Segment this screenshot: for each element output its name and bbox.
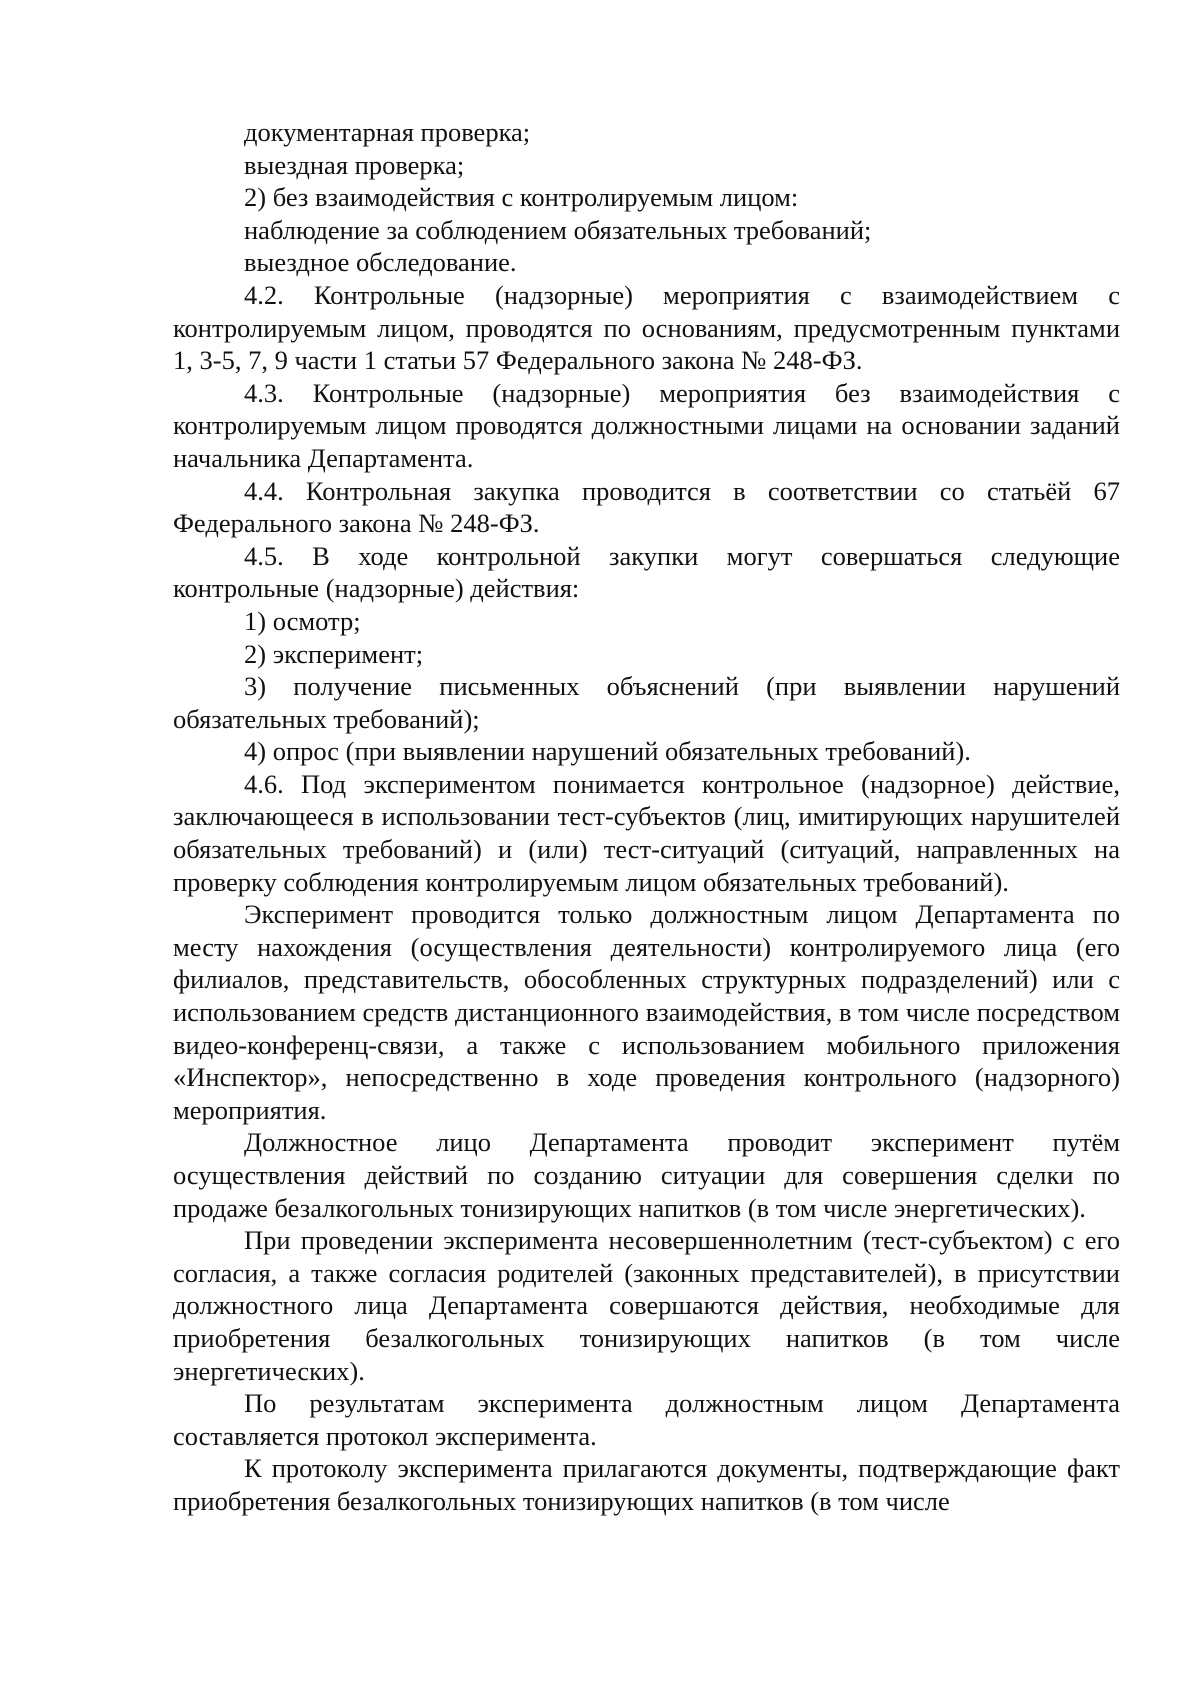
document-text <box>173 116 1120 1518</box>
paragraph-4-3: 4.3. Контрольные (надзорные) мероприятия без взаимодействия с контролируемым лицом проводятся должностными лицами на основании заданий начальника Департамента. <box>173 377 1120 473</box>
paragraph-4-5: 4.5. В ходе контрольной закупки могут совершаться следующие контрольные (надзорные) действия: <box>173 540 1120 604</box>
paragraph-4-6: 4.6. Под экспериментом понимается контрольное (надзорное) действие, заключающееся в использовании тест-субъектов (лиц, имитирующих нарушителей обязательных требований) и (или) тест-ситуаций (ситуаций, направленных на проверку соблюдения контролируемым лицом обязательных требований). <box>173 768 1120 897</box>
paragraph-observation: наблюдение за соблюдением обязательных требований; <box>244 214 872 245</box>
paragraph-4-4: 4.4. Контрольная закупка проводится в соответствии со статьёй 67 Федерального закона № 248-ФЗ. <box>173 475 1120 539</box>
paragraph-protocol-attachments: К протоколу эксперимента прилагаются документы, подтверждающие факт приобретения безалкогольных тонизирующих напитков (в том числе <box>173 1453 1120 1516</box>
list-item-written-explanations: 3) получение письменных объяснений (при выявлении нарушений обязательных требований); <box>173 671 1120 734</box>
paragraph-official-conducts: Должностное лицо Департамента проводит эксперимент путём осуществления действий по созданию ситуации для совершения сделки по продаже безалкогольных тонизирующих напитков (в том числе энергетических). <box>173 1127 1120 1223</box>
paragraph-without-interaction: 2) без взаимодействия с контролируемым лицом: <box>244 182 799 213</box>
list-item-survey: 4) опрос (при выявлении нарушений обязательных требований). <box>244 736 971 767</box>
paragraph-field-survey: выездное обследование. <box>244 247 517 278</box>
paragraph-4-2: 4.2. Контрольные (надзорные) мероприятия с взаимодействием с контролируемым лицом, проводятся по основаниям, предусмотренным пунктами 1, 3-5, 7, 9 части 1 статьи 57 Федерального закона № 248-ФЗ. <box>173 279 1120 376</box>
paragraph-experiment-conducted: Эксперимент проводится только должностным лицом Департамента по месту нахождения (осуществления деятельности) контролируемого лица (его филиалов, представительств, обособленных структурных подразделений) или с использованием средств дистанционного взаимодействия, в том числе посредством видео-конференц-связи, а также с использованием мобильного приложения «Инспектор», непосредственно в ходе проведения контрольного (надзорного) мероприятия. <box>173 899 1120 1125</box>
paragraph-minor-experiment: При проведении эксперимента несовершеннолетним (тест-субъектом) с его согласия, а также согласия родителей (законных представителей), в присутствии должностного лица Департамента совершаются действия, необходимые для приобретения безалкогольных тонизирующих напитков (в том числе энергетических). <box>173 1225 1120 1386</box>
paragraph-protocol-drawn: По результатам эксперимента должностным лицом Департамента составляется протокол эксперимента. <box>173 1388 1120 1451</box>
paragraph-field-check: выездная проверка; <box>244 149 465 180</box>
list-item-inspection: 1) осмотр; <box>244 605 361 636</box>
list-item-experiment: 2) эксперимент; <box>244 638 424 669</box>
paragraph-documentary-check: документарная проверка; <box>244 117 531 147</box>
